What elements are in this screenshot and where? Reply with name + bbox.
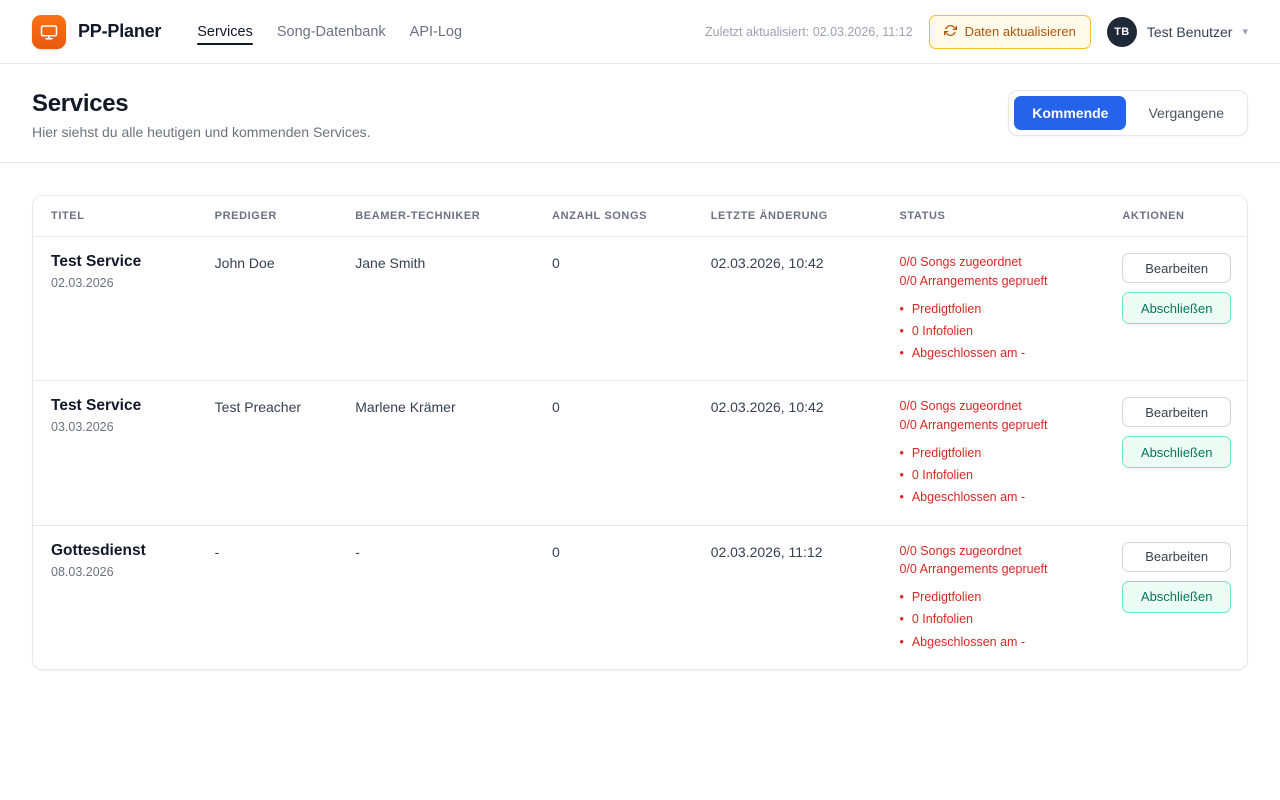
cell-status xyxy=(883,381,1106,525)
status-songs: 0/0 Songs zugeordnet xyxy=(899,543,1022,558)
table-header-row xyxy=(33,196,1247,237)
status-item-label: Abgeschlossen am - xyxy=(911,346,1026,360)
page-subtitle: Hier siehst du alle heutigen und kommenden Services. xyxy=(32,124,371,140)
column-header-status: STATUS xyxy=(883,196,1106,237)
table-row xyxy=(33,381,1247,525)
bullet-icon: • xyxy=(899,490,904,505)
status-list-item xyxy=(899,631,1090,653)
top-navigation-bar xyxy=(0,0,1280,64)
nav-item-api-log[interactable]: API-Log xyxy=(409,23,463,40)
service-date: 08.03.2026 xyxy=(51,564,114,579)
status-list xyxy=(899,586,1090,653)
status-list-item xyxy=(899,486,1090,508)
column-header-prediger: PREDIGER xyxy=(199,196,340,237)
content-area xyxy=(0,163,1280,702)
status-list-item xyxy=(899,608,1090,630)
column-header-beamer: BEAMER-TECHNIKER xyxy=(339,196,536,237)
brand[interactable] xyxy=(32,15,161,49)
status-item-label: 0 Infofolien xyxy=(911,612,974,627)
cell-actions xyxy=(1106,237,1247,381)
cell-prediger: - xyxy=(214,543,220,560)
cell-beamer: Jane Smith xyxy=(339,237,536,381)
page-title: Services xyxy=(32,90,129,117)
cell-prediger: Test Preacher xyxy=(199,381,340,525)
status-list-item xyxy=(899,298,1090,320)
page-header-text xyxy=(32,90,371,140)
service-date: 03.03.2026 xyxy=(51,420,114,435)
column-header-actions: AKTIONEN xyxy=(1106,196,1247,237)
service-title: Test Service xyxy=(51,397,142,415)
status-songs: 0/0 Songs zugeordnet xyxy=(899,255,1022,269)
edit-button[interactable]: Bearbeiten xyxy=(1122,253,1231,283)
status-arrangements: 0/0 Arrangements geprueft xyxy=(899,273,1048,288)
cell-status xyxy=(883,525,1106,669)
nav-item-services[interactable]: Services xyxy=(197,0,253,64)
status-list-item xyxy=(899,342,1090,364)
status-list-item xyxy=(899,320,1090,342)
status-item-label: Predigtfolien xyxy=(911,445,982,460)
service-title: Gottesdienst xyxy=(51,541,146,559)
cell-actions xyxy=(1106,381,1247,525)
cell-songs: 0 xyxy=(552,543,560,560)
refresh-icon xyxy=(944,24,957,40)
table-body xyxy=(33,237,1247,669)
bullet-icon: • xyxy=(899,468,904,482)
complete-button[interactable]: Abschließen xyxy=(1122,581,1231,613)
services-table xyxy=(33,196,1247,669)
service-date: 02.03.2026 xyxy=(51,276,114,290)
chevron-down-icon: ▾ xyxy=(1242,26,1248,38)
row-actions xyxy=(1122,542,1231,613)
last-updated-text: Zuletzt aktualisiert: 02.03.2026, 11:12 xyxy=(705,24,913,39)
cell-titel xyxy=(33,237,199,381)
tab-vergangene[interactable]: Vergangene xyxy=(1130,96,1242,130)
user-name: Test Benutzer xyxy=(1146,23,1233,40)
status-item-label: 0 Infofolien xyxy=(911,468,974,482)
services-table-card xyxy=(32,195,1248,670)
status-list-item xyxy=(899,464,1090,486)
top-bar-right xyxy=(705,15,1248,49)
status-list xyxy=(899,298,1090,365)
status-arrangements: 0/0 Arrangements geprueft xyxy=(899,562,1048,577)
edit-button[interactable]: Bearbeiten xyxy=(1122,397,1231,427)
column-header-songs: ANZAHL SONGS xyxy=(536,196,695,237)
main-nav xyxy=(197,0,462,64)
status-list xyxy=(899,442,1090,509)
cell-change: 02.03.2026, 10:42 xyxy=(695,381,884,525)
status-item-label: Predigtfolien xyxy=(911,590,982,604)
table-header xyxy=(33,196,1247,237)
cell-status xyxy=(883,237,1106,381)
status-list-item xyxy=(899,586,1090,608)
page-header xyxy=(0,64,1280,163)
bullet-icon: • xyxy=(899,323,904,338)
row-actions xyxy=(1122,397,1231,468)
status-item-label: Abgeschlossen am - xyxy=(911,634,1026,649)
services-filter-toggle xyxy=(1008,90,1248,136)
service-title: Test Service xyxy=(51,253,142,270)
cell-titel xyxy=(33,381,199,525)
row-actions xyxy=(1122,253,1231,324)
brand-name: PP-Planer xyxy=(78,21,162,41)
bullet-icon: • xyxy=(899,445,904,460)
complete-button[interactable]: Abschließen xyxy=(1122,436,1231,468)
avatar: TB xyxy=(1107,17,1137,47)
cell-titel xyxy=(33,525,199,669)
status-item-label: Abgeschlossen am - xyxy=(911,490,1026,505)
cell-change: 02.03.2026, 11:12 xyxy=(710,543,823,560)
user-menu[interactable] xyxy=(1107,17,1248,47)
cell-beamer: - xyxy=(355,543,360,560)
nav-item-song-datenbank[interactable]: Song-Datenbank xyxy=(276,23,386,40)
status-list-item xyxy=(899,442,1090,464)
cell-songs: 0 xyxy=(536,237,695,381)
bullet-icon: • xyxy=(899,301,904,316)
table-row xyxy=(33,525,1247,669)
cell-songs: 0 xyxy=(536,381,695,525)
cell-actions xyxy=(1106,525,1247,669)
edit-button[interactable]: Bearbeiten xyxy=(1122,542,1231,572)
cell-change: 02.03.2026, 10:42 xyxy=(695,237,884,381)
status-item-label: Predigtfolien xyxy=(911,301,982,316)
bullet-icon: • xyxy=(899,612,904,627)
status-item-label: 0 Infofolien xyxy=(911,323,974,338)
tab-kommende[interactable]: Kommende xyxy=(1014,96,1126,130)
bullet-icon: • xyxy=(899,634,904,649)
status-arrangements: 0/0 Arrangements geprueft xyxy=(899,418,1048,432)
cell-prediger: John Doe xyxy=(199,237,340,381)
table-row xyxy=(33,237,1247,381)
status-songs: 0/0 Songs zugeordnet xyxy=(899,399,1022,414)
column-header-titel: TITEL xyxy=(33,196,199,237)
complete-button[interactable]: Abschließen xyxy=(1122,292,1231,324)
app-logo-icon xyxy=(32,15,66,49)
cell-beamer: Marlene Krämer xyxy=(339,381,536,525)
refresh-button-label: Daten aktualisieren xyxy=(964,24,1076,39)
bullet-icon: • xyxy=(899,346,904,360)
bullet-icon: • xyxy=(899,590,904,604)
refresh-data-button[interactable] xyxy=(929,15,1091,49)
column-header-change: LETZTE ÄNDERUNG xyxy=(695,196,884,237)
